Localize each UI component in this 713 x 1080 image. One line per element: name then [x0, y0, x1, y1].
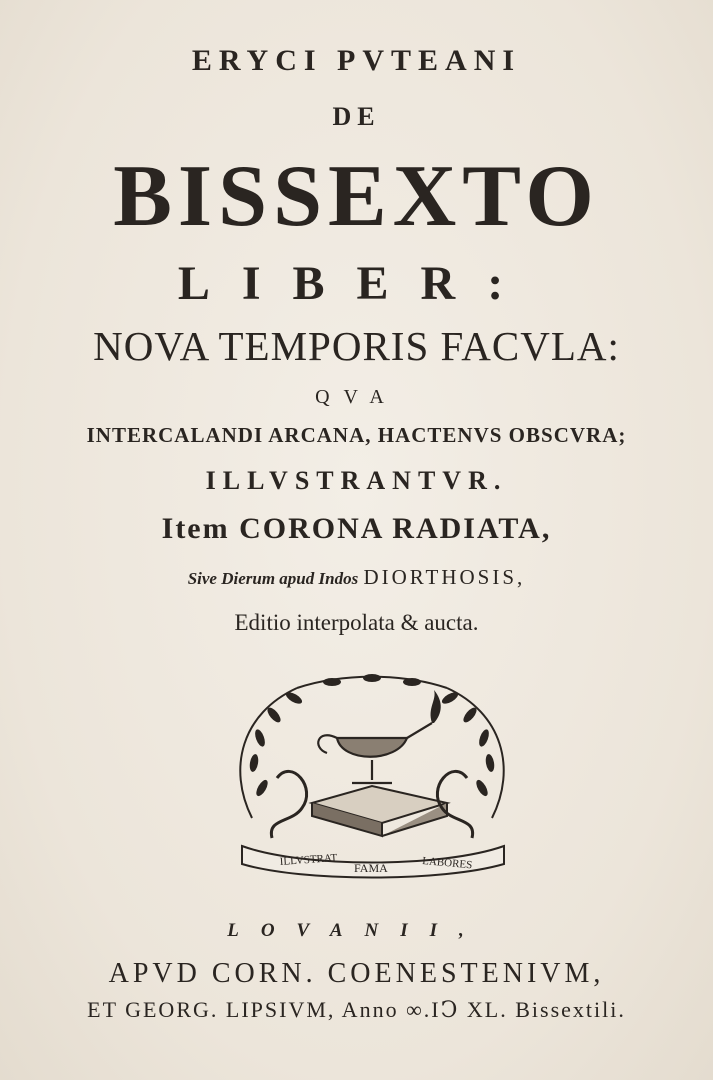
imprint-year: ET GEORG. LIPSIVM, Anno ∞.IↃ XL. Bissextili.: [87, 997, 626, 1022]
author-line: ERYCI PVTEANI: [191, 44, 522, 77]
printers-emblem: [222, 668, 522, 893]
preposition-line: DE: [332, 102, 381, 131]
oil-lamp-icon: [318, 723, 432, 783]
motto-word-2: FAMA: [354, 861, 388, 875]
wreath-left-icon: [240, 688, 297, 818]
sive-line: [0, 565, 713, 590]
subtitle-line: NOVA TEMPORIS FACVLA:: [93, 323, 620, 369]
corona-line: Item CORONA RADIATA,: [161, 512, 552, 545]
intercalandi-line: INTERCALANDI ARCANA, HACTENVS OBSCVRA;: [86, 423, 627, 447]
book-icon: [312, 786, 447, 836]
illustrantur-line: ILLVSTRANTVR.: [205, 466, 508, 495]
wreath-right-icon: [447, 688, 504, 818]
sive-caps: DIORTHOSIS,: [363, 565, 526, 589]
motto-word-3: LABORES: [421, 855, 473, 872]
sive-prefix: Sive Dierum apud Indos: [187, 569, 359, 588]
flame-icon: [431, 690, 441, 723]
liber-line: LIBER:: [177, 257, 536, 310]
edition-line: Editio interpolata & aucta.: [234, 610, 479, 635]
qua-line: QVA: [315, 386, 398, 408]
motto-word-1: ILLVSTRAT: [279, 852, 338, 868]
main-title: BISSEXTO: [113, 148, 600, 245]
imprint-printer: APVD CORN. COENESTENIVM,: [108, 958, 605, 989]
imprint-place: LOVANII,: [227, 920, 486, 941]
